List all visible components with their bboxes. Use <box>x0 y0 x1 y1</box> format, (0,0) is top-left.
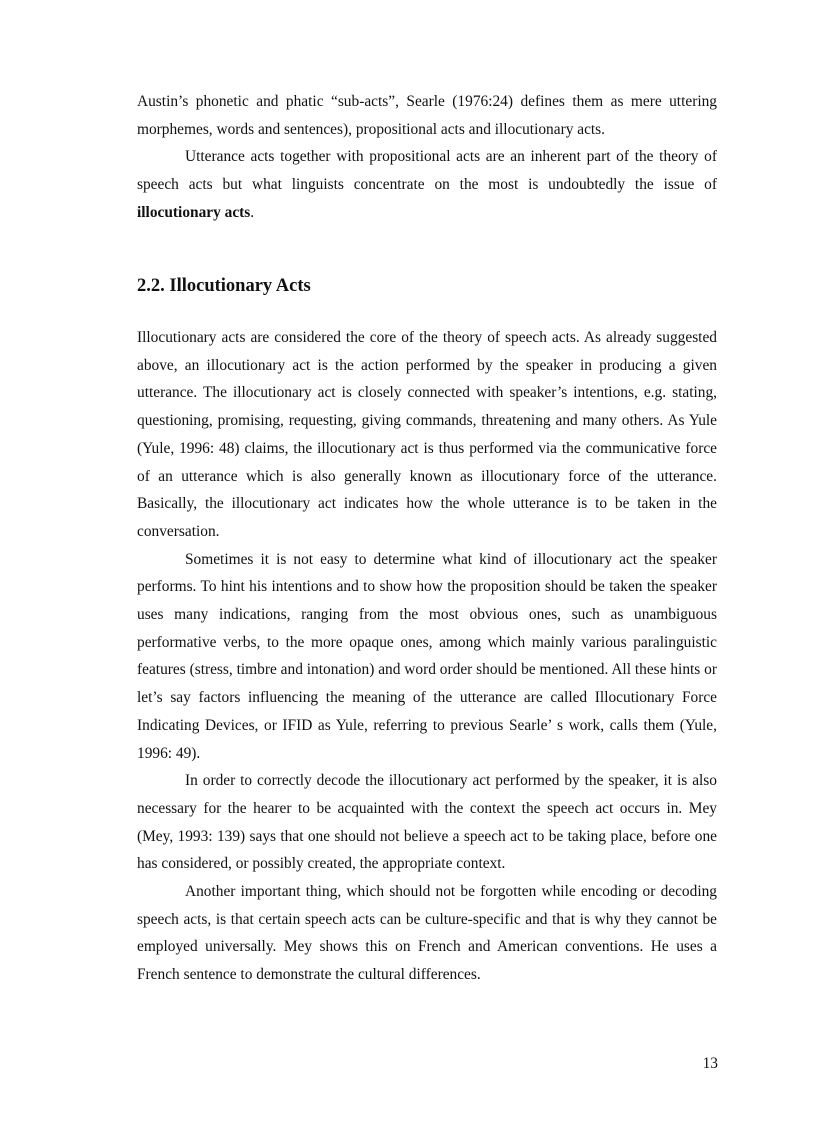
section-body <box>137 324 717 989</box>
intro-paragraph-1: Austin’s phonetic and phatic “sub-acts”, Searle (1976:24) defines them as mere uttering morphemes, words and sentences), propositional acts and illocutionary acts. <box>137 93 717 138</box>
body-paragraph-2: Sometimes it is not easy to determine what kind of illocutionary act the speaker performs. To hint his intentions and to show how the proposition should be taken the speaker uses many indications, ranging from the most obvious ones, such as unambiguous performative verbs, to the more opaque ones, among which mainly various paralinguistic features (stress, timbre and intonation) and word order should be mentioned. All these hints or let’s say factors influencing the meaning of the utterance are called Illocutionary Force Indicating Devices, or IFID as Yule, referring to previous Searle’ s work, calls them (Yule, 1996: 49). <box>137 550 717 762</box>
body-paragraph-4: Another important thing, which should not be forgotten while encoding or decoding speech acts, is that certain speech acts can be culture-specific and that is why they cannot be employed universally. Mey shows this on French and American conventions. He uses a French sentence to demonstrate the cultural differences. <box>137 883 717 984</box>
page-number: 13 <box>702 1055 718 1072</box>
intro-paragraph-2 <box>137 143 717 226</box>
section-heading-block <box>137 273 717 300</box>
body-paragraph-1: Illocutionary acts are considered the core of the theory of speech acts. As already suggested above, an illocutionary act is the action performed by the speaker in producing a given utterance. The illocutionary act is closely connected with speaker’s intentions, e.g. stating, questioning, promising, requesting, giving commands, threatening and many others. As Yule (Yule, 1996: 48) claims, the illocutionary act is thus performed via the communicative force of an utterance which is also generally known as illocutionary force of the utterance. Basically, the illocutionary act indicates how the whole utterance is to be taken in the conversation. <box>137 329 717 540</box>
section-heading: 2.2. Illocutionary Acts <box>137 276 311 296</box>
intro-paragraph-2-text: Utterance acts together with propositional acts are an inherent part of the theory of speech acts but what linguists concentrate on the most is undoubtedly the issue of <box>137 148 717 194</box>
intro-block <box>137 88 717 227</box>
intro-paragraph-2-end: . <box>250 203 255 221</box>
intro-paragraph-2-bold-term: illocutionary acts <box>137 203 251 221</box>
body-paragraph-3: In order to correctly decode the illocutionary act performed by the speaker, it is also necessary for the hearer to be acquainted with the context the speech act occurs in. Mey (Mey, 1993: 139) says that one should not believe a speech act to be taking place, before one has considered, or possibly created, the appropriate context. <box>137 772 717 873</box>
